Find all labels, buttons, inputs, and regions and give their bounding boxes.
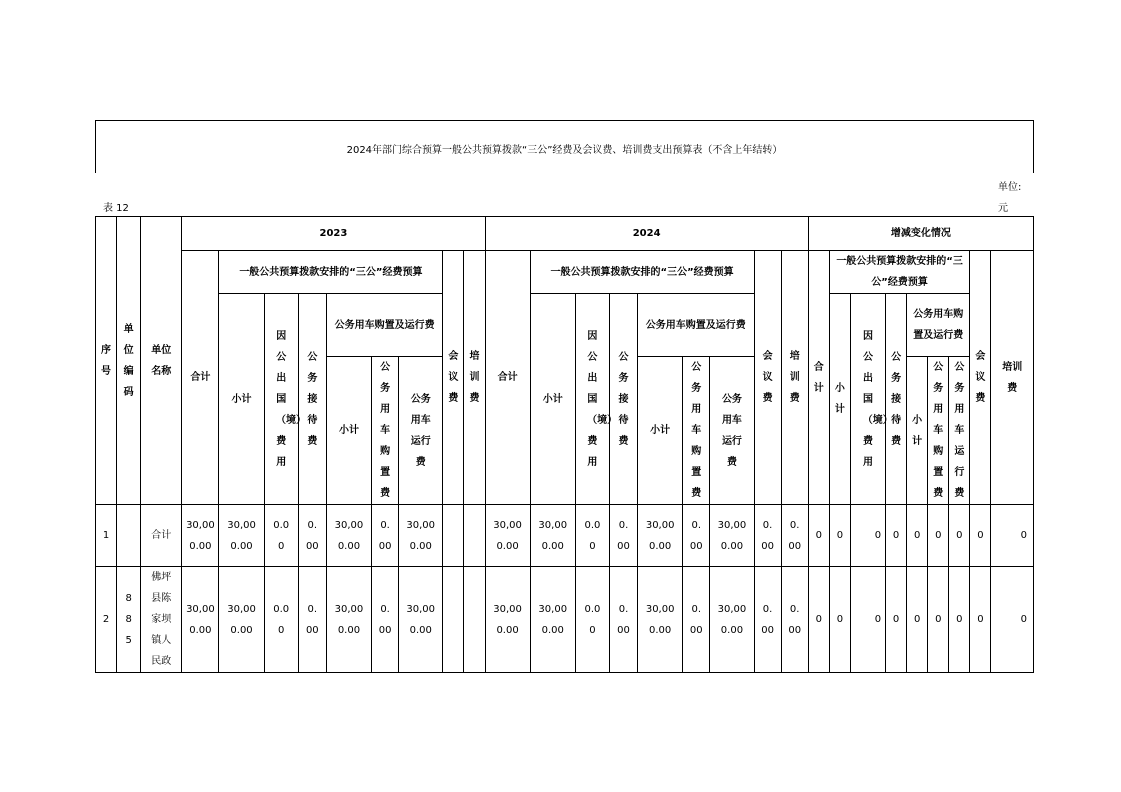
- hchg-training: 培训费: [991, 251, 1034, 505]
- cell-chg-vehicle-buy: 0: [928, 567, 949, 673]
- cell-2023-vehicle-buy: 0.00: [372, 567, 399, 673]
- cell-2024-vehicle-run: 30,000.00: [710, 567, 754, 673]
- h24-vehicle-group: 公务用车购置及运行费: [638, 294, 754, 357]
- cell-2024-abroad: 0.00: [575, 567, 609, 673]
- h23-reception: 公务接待费: [298, 294, 326, 505]
- cell-2023-training: [464, 567, 485, 673]
- h24-subtotal: 小计: [530, 294, 575, 505]
- h23-vehicle-run: 公务用车运行费: [399, 357, 443, 505]
- h24-vehicle-run: 公务用车运行费: [710, 357, 754, 505]
- h23-vehicle-buy: 公务用车购置费: [372, 357, 399, 505]
- cell-2024-training: 0.00: [781, 567, 808, 673]
- row-seq: 1: [96, 505, 117, 567]
- cell-2023-vehicle-subtotal: 30,000.00: [326, 567, 371, 673]
- row-code: 885: [117, 567, 141, 673]
- cell-chg-meeting: 0: [970, 505, 991, 567]
- cell-2024-vehicle-buy: 0.00: [683, 505, 710, 567]
- title-box: [95, 120, 1034, 173]
- cell-2023-abroad: 0.00: [264, 567, 298, 673]
- cell-chg-total: 0: [808, 505, 829, 567]
- hchg-general-budget: 一般公共预算拨款安排的“三公”经费预算: [829, 251, 970, 294]
- hchg-total: 合计: [808, 251, 829, 505]
- cell-chg-meeting: 0: [970, 567, 991, 673]
- row-name: 佛坪县陈家坝镇人民政: [141, 567, 182, 673]
- cell-chg-vehicle-run: 0: [949, 567, 970, 673]
- cell-2024-vehicle-buy: 0.00: [683, 567, 710, 673]
- cell-2024-meeting: 0.00: [754, 505, 781, 567]
- cell-2024-vehicle-run: 30,000.00: [710, 505, 754, 567]
- h23-vehicle-subtotal: 小计: [326, 357, 371, 505]
- cell-2024-subtotal: 30,000.00: [530, 505, 575, 567]
- cell-2023-total: 30,000.00: [182, 505, 219, 567]
- cell-2023-meeting: [443, 567, 464, 673]
- h24-meeting: 会议费: [754, 251, 781, 505]
- h23-total: 合计: [182, 251, 219, 505]
- header-2024: 2024: [485, 217, 808, 251]
- cell-chg-training: 0: [991, 567, 1034, 673]
- table-row: [96, 567, 1034, 673]
- h23-subtotal: 小计: [219, 294, 264, 505]
- header-unit-name: 单位名称: [141, 217, 182, 505]
- hchg-abroad: 因公出国（境）费用: [850, 294, 885, 505]
- cell-2024-total: 30,000.00: [485, 567, 530, 673]
- h24-general-budget: 一般公共预算拨款安排的“三公”经费预算: [530, 251, 754, 294]
- row-seq: 2: [96, 567, 117, 673]
- cell-chg-vehicle-subtotal: 0: [907, 567, 928, 673]
- cell-chg-vehicle-subtotal: 0: [907, 505, 928, 567]
- h23-vehicle-group: 公务用车购置及运行费: [326, 294, 442, 357]
- cell-chg-vehicle-run: 0: [949, 505, 970, 567]
- cell-2024-subtotal: 30,000.00: [530, 567, 575, 673]
- h24-total: 合计: [485, 251, 530, 505]
- hchg-vehicle-group: 公务用车购置及运行费: [907, 294, 970, 357]
- cell-chg-subtotal: 0: [829, 567, 850, 673]
- hchg-vehicle-subtotal: 小计: [907, 357, 928, 505]
- h24-vehicle-subtotal: 小计: [638, 357, 683, 505]
- cell-chg-total: 0: [808, 567, 829, 673]
- cell-chg-abroad: 0: [850, 505, 885, 567]
- cell-2023-total: 30,000.00: [182, 567, 219, 673]
- table-number: 表 12: [103, 203, 129, 214]
- cell-2024-training: 0.00: [781, 505, 808, 567]
- hchg-meeting: 会议费: [970, 251, 991, 505]
- cell-2023-reception: 0.00: [298, 567, 326, 673]
- cell-2024-total: 30,000.00: [485, 505, 530, 567]
- cell-2023-vehicle-run: 30,000.00: [399, 505, 443, 567]
- header-change: 增减变化情况: [808, 217, 1033, 251]
- cell-2023-subtotal: 30,000.00: [219, 567, 264, 673]
- cell-2023-vehicle-subtotal: 30,000.00: [326, 505, 371, 567]
- table-row: [96, 505, 1034, 567]
- cell-2024-vehicle-subtotal: 30,000.00: [638, 567, 683, 673]
- cell-2024-reception: 0.00: [609, 567, 637, 673]
- h24-reception: 公务接待费: [609, 294, 637, 505]
- hchg-vehicle-buy: 公务用车购置费: [928, 357, 949, 505]
- cell-chg-vehicle-buy: 0: [928, 505, 949, 567]
- hchg-subtotal: 小计: [829, 294, 850, 505]
- row-code: [117, 505, 141, 567]
- header-2023: 2023: [182, 217, 485, 251]
- hchg-vehicle-run: 公务用车运行费: [949, 357, 970, 505]
- hchg-reception: 公务接待费: [886, 294, 907, 505]
- cell-2023-vehicle-buy: 0.00: [372, 505, 399, 567]
- cell-2023-subtotal: 30,000.00: [219, 505, 264, 567]
- h23-training: 培训费: [464, 251, 485, 505]
- h23-meeting: 会议费: [443, 251, 464, 505]
- row-name: 合计: [141, 505, 182, 567]
- budget-table: [95, 216, 1034, 673]
- unit-value: 元: [998, 203, 1008, 214]
- h24-abroad: 因公出国（境）费用: [575, 294, 609, 505]
- h23-abroad: 因公出国（境）费用: [264, 294, 298, 505]
- cell-chg-training: 0: [991, 505, 1034, 567]
- cell-2024-meeting: 0.00: [754, 567, 781, 673]
- cell-2023-meeting: [443, 505, 464, 567]
- cell-2023-abroad: 0.00: [264, 505, 298, 567]
- unit-label: 单位:: [998, 182, 1022, 193]
- header-seq: 序号: [96, 217, 117, 505]
- cell-chg-subtotal: 0: [829, 505, 850, 567]
- cell-2023-vehicle-run: 30,000.00: [399, 567, 443, 673]
- cell-2024-abroad: 0.00: [575, 505, 609, 567]
- page-title: 2024年部门综合预算一般公共预算拨款“三公”经费及会议费、培训费支出预算表（不含上年结转）: [346, 145, 783, 156]
- h24-training: 培训费: [781, 251, 808, 505]
- cell-chg-abroad: 0: [850, 567, 885, 673]
- cell-2024-reception: 0.00: [609, 505, 637, 567]
- cell-2023-reception: 0.00: [298, 505, 326, 567]
- h24-vehicle-buy: 公务用车购置费: [683, 357, 710, 505]
- cell-2023-training: [464, 505, 485, 567]
- cell-chg-reception: 0: [886, 505, 907, 567]
- h23-general-budget: 一般公共预算拨款安排的“三公”经费预算: [219, 251, 443, 294]
- cell-chg-reception: 0: [886, 567, 907, 673]
- cell-2024-vehicle-subtotal: 30,000.00: [638, 505, 683, 567]
- header-unit-code: 单位编码: [117, 217, 141, 505]
